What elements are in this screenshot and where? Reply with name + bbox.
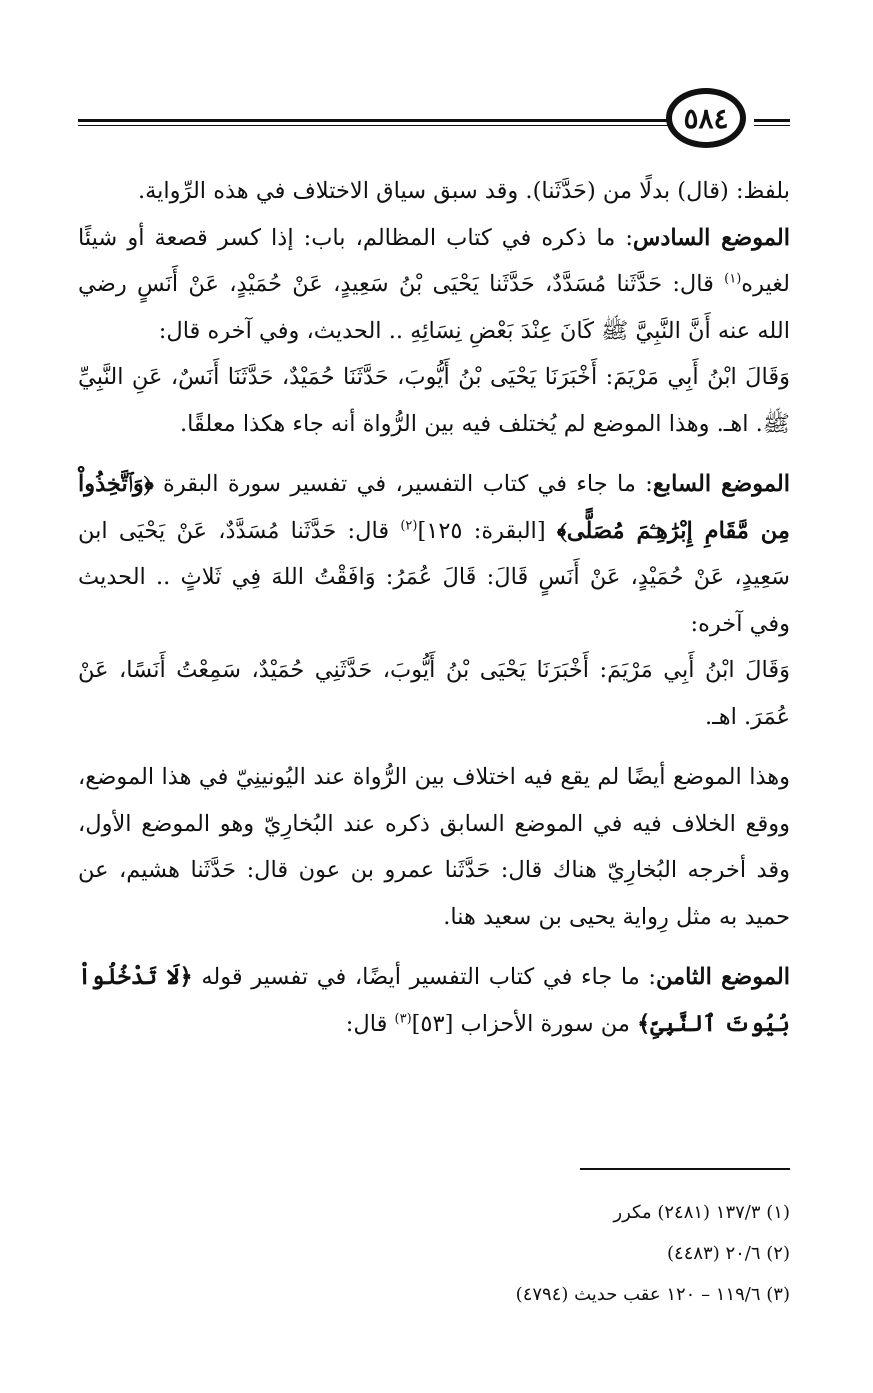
header-rule-thick bbox=[78, 119, 668, 122]
paragraph-6 bbox=[78, 754, 790, 940]
page-header bbox=[78, 78, 790, 178]
footnote-ref-2[interactable]: (٢) bbox=[400, 518, 418, 533]
main-text bbox=[78, 168, 790, 1047]
quran-verse-1: ﴿وَٱتَّخِذُواْ مِن مَّقَامِ إِبْرَٰهِـۧمَ مُصَلًّى﴾ bbox=[78, 471, 790, 544]
paragraph-2 bbox=[78, 215, 790, 355]
paragraph-5-text: وَقَالَ ابْنُ أَبِي مَرْيَمَ: أَخْبَرَنَا يَحْيَى بْنُ أَيُّوبَ، حَدَّثَنِي حُمَيْدٌ، سَمِعْتُ أَنَسًا، عَنْ عُمَرَ. اهـ. bbox=[78, 657, 790, 730]
quran-verse-2: ﴿لَا تَدْخُلُواْ بُيُوتَ ٱلنَّبِىِّ﴾ bbox=[78, 964, 790, 1037]
paragraph-7-text-c: قال: bbox=[345, 1010, 395, 1037]
footnote-ref-1[interactable]: (١) bbox=[724, 271, 742, 287]
paragraph-7-text-b: من سورة الأحزاب [٥٣] bbox=[411, 1010, 638, 1037]
section-heading-seventh: الموضع السابع bbox=[652, 471, 790, 497]
paragraph-4-text-a: : ما جاء في كتاب التفسير، في تفسير سورة البقرة bbox=[153, 471, 653, 497]
paragraph-2-text-a: : ما ذكره في كتاب المظالم، باب: إذا كسر قصعة أو شيئًا لغيره bbox=[78, 224, 790, 297]
paragraph-4 bbox=[78, 461, 790, 647]
paragraph-3 bbox=[78, 354, 790, 447]
paragraph-4-text-b: قال: حَدَّثَنا مُسَدَّدٌ، عَنْ يَحْيَى ابن سَعِيدٍ، عَنْ حُمَيْدٍ، عَنْ أَنَسٍ قَالَ: قَالَ عُمَرُ: وَافَقْتُ اللهَ فِي ثَلاثٍ .. الحديث وفي آخره: bbox=[78, 517, 790, 637]
paragraph-2-text-b: قال: حَدَّثَنا مُسَدَّدٌ، حَدَّثَنا يَحْيَى بْنُ سَعِيدٍ، عَنْ حُمَيْدٍ، عَنْ أَنَسٍ رضي الله عنه أَنَّ النَّبِيَّ ﷺ كَانَ عِنْدَ بَعْضِ نِسَائِهِ .. الحديث، وفي آخره قال: bbox=[78, 271, 790, 344]
footnote-3: (٣) ١١٩/٦ – ١٢٠ عقب حديث (٤٧٩٤) bbox=[515, 1284, 790, 1305]
header-rule-right-thick bbox=[754, 119, 790, 122]
paragraph-6-text: وهذا الموضع أيضًا لم يقع فيه اختلاف بين الرُّواة عند اليُونينِيّ في هذا الموضع، ووقع الخلاف فيه في الموضع السابق ذكره عند البُخارِيّ وهو الموضع الأول، وقد أخرجه البُخارِيّ هناك قال: حَدَّثَنا عمرو بن عون قال: حَدَّثَنا هشيم، عن حميد به مثل رِواية يحيى بن سعيد هنا. bbox=[78, 764, 790, 930]
footnotes bbox=[78, 1192, 790, 1315]
paragraph-1-text: بلفظ: (قال) بدلًا من (حَدَّثَنا). وقد سبق سياق الاختلاف في هذه الرِّواية. bbox=[137, 178, 790, 204]
page-number: ٥٨٤ bbox=[666, 88, 746, 148]
paragraph-7 bbox=[78, 954, 790, 1047]
footnote-ref-3[interactable]: (٣) bbox=[394, 1011, 412, 1026]
paragraph-1 bbox=[78, 168, 790, 215]
verse-reference-1: [البقرة: ١٢٥] bbox=[417, 517, 557, 544]
header-rule-right-thin bbox=[754, 125, 790, 126]
header-rule-thin bbox=[78, 125, 668, 126]
footnote-1: (١) ١٣٧/٣ (٢٤٨١) مكرر bbox=[613, 1202, 790, 1223]
footnote-2: (٢) ٢٠/٦ (٤٤٨٣) bbox=[667, 1243, 790, 1264]
section-heading-eighth: الموضع الثامن bbox=[655, 964, 790, 990]
section-heading-sixth: الموضع السادس bbox=[632, 224, 790, 251]
paragraph-5 bbox=[78, 647, 790, 740]
paragraph-3-text: وَقَالَ ابْنُ أَبِي مَرْيَمَ: أَخْبَرَنَا يَحْيَى بْنُ أَيُّوبَ، حَدَّثَنَا حُمَيْدٌ، حَدَّثَنَا أَنَسٌ، عَنِ النَّبِيِّ ﷺ. اهـ. وهذا الموضع لم يُختلف فيه بين الرُّواة أنه جاء هكذا معلقًا. bbox=[78, 364, 790, 437]
paragraph-7-text-a: : ما جاء في كتاب التفسير أيضًا، في تفسير قوله bbox=[192, 964, 656, 990]
